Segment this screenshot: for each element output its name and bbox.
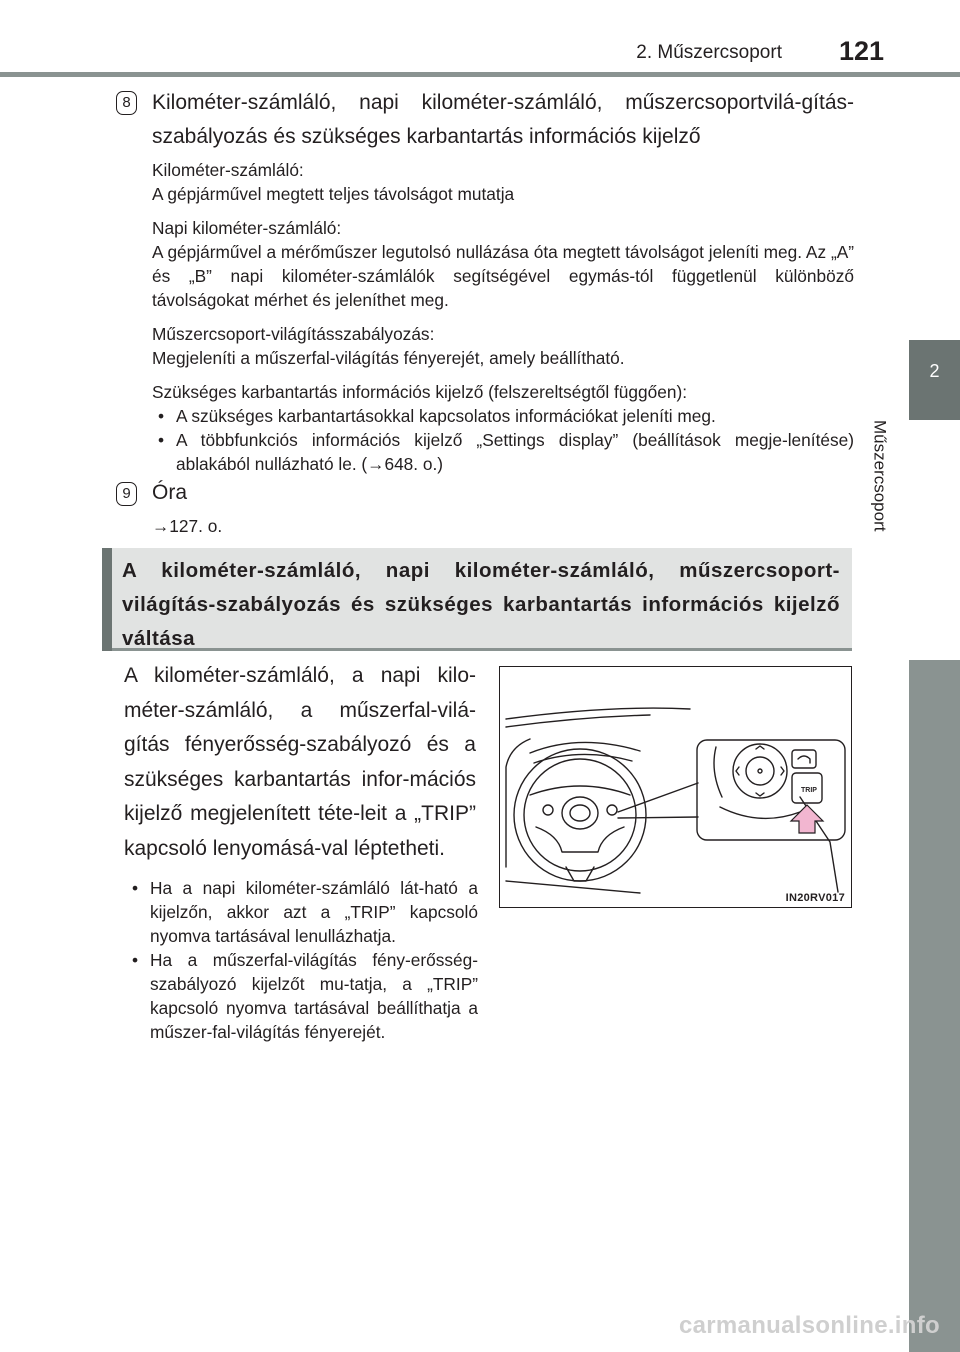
figure-code: IN20RV017 — [785, 892, 845, 904]
section-bullets — [126, 876, 478, 1044]
running-header-section: 2. Műszercsoport — [636, 42, 782, 63]
item-9-title: Óra — [152, 481, 188, 504]
header-rule — [0, 72, 960, 77]
trip-meter-text: A gépjárművel a mérőműszer legutolsó nullázása óta megtett távolságot jeleníti meg. Az „A” és „B” napi kilométer-számlálók segítségével egymás-tól függetlenül különböző távolságokat mérhet és jeleníthet meg. — [152, 242, 854, 310]
odometer-label: Kilométer-számláló: — [152, 160, 304, 180]
section-body — [124, 659, 476, 867]
trip-meter-paragraph — [152, 216, 854, 312]
clock-page-ref: →127. o. — [152, 516, 223, 536]
item-8-title: Kilométer-számláló, napi kilométer-számláló, műszercsoportvilá-gítás-szabályozás és szükséges karbantartás információs kijelző — [152, 91, 854, 148]
page-number: 121 — [838, 36, 884, 66]
item-9-badge: 9 — [116, 482, 137, 506]
steering-wheel-figure — [499, 666, 852, 908]
section-header-bar — [102, 548, 112, 651]
chapter-tab-label: Műszercsoport — [870, 420, 890, 532]
chapter-tab-number: 2 — [929, 361, 940, 381]
item-8-badge: 8 — [116, 91, 137, 115]
item-9-reference — [152, 514, 854, 538]
illumination-paragraph — [152, 322, 854, 370]
watermark: carmanualsonline.info — [678, 1312, 940, 1339]
trip-button-label: TRIP — [801, 787, 817, 794]
list-item: • Ha a napi kilométer-számláló lát-ható a kijelzőn, akkor azt a „TRIP” kapcsoló nyomva tartásával lenullázhatja. — [126, 876, 478, 948]
illumination-text: Megjeleníti a műszerfal-világítás fényerejét, amely beállítható. — [152, 348, 625, 368]
section-body-text: A kilométer-számláló, a napi kilo-méter-számláló, a műszerfal-vilá-gítás fényerősség-szabályozó és a szükséges karbantartás infor-mációs kijelző megjelenített téte-leit a „TRIP” kapcsoló lenyomásá-val léptetheti. — [124, 664, 476, 860]
maintenance-bullets — [152, 404, 854, 476]
odometer-text: A gépjárművel megtett teljes távolságot mutatja — [152, 184, 515, 204]
list-item: • A szükséges karbantartásokkal kapcsolatos információkat jeleníti meg. — [152, 404, 854, 428]
chapter-tab-label-box — [870, 420, 959, 620]
odometer-paragraph — [152, 158, 854, 206]
section-notes — [126, 876, 478, 1044]
side-rule — [909, 660, 960, 1352]
trip-meter-label: Napi kilométer-számláló: — [152, 218, 342, 238]
section-title: A kilométer-számláló, napi kilométer-számláló, műszercsoport-világítás-szabályozás és szükséges karbantartás információs kijelző váltása — [122, 559, 840, 650]
maintenance-paragraph — [152, 380, 854, 404]
maintenance-label: Szükséges karbantartás információs kijelző (felszereltségtől függően): — [152, 382, 688, 402]
press-arrow-icon — [791, 805, 823, 833]
list-item: • Ha a műszerfal-világítás fény-erősség-szabályozó kijelzőt mu-tatja, a „TRIP” kapcsoló nyomva tartásával beállíthatja a műszer-fal-világítás fényerejét. — [126, 948, 478, 1044]
illumination-label: Műszercsoport-világításszabályozás: — [152, 324, 435, 344]
steering-wheel-illustration — [500, 667, 852, 908]
item-8-body — [152, 158, 854, 476]
list-item: • A többfunkciós információs kijelző „Settings display” (beállítások megje-lenítése) ablakából nullázható le. (→648. o.) — [152, 428, 854, 476]
